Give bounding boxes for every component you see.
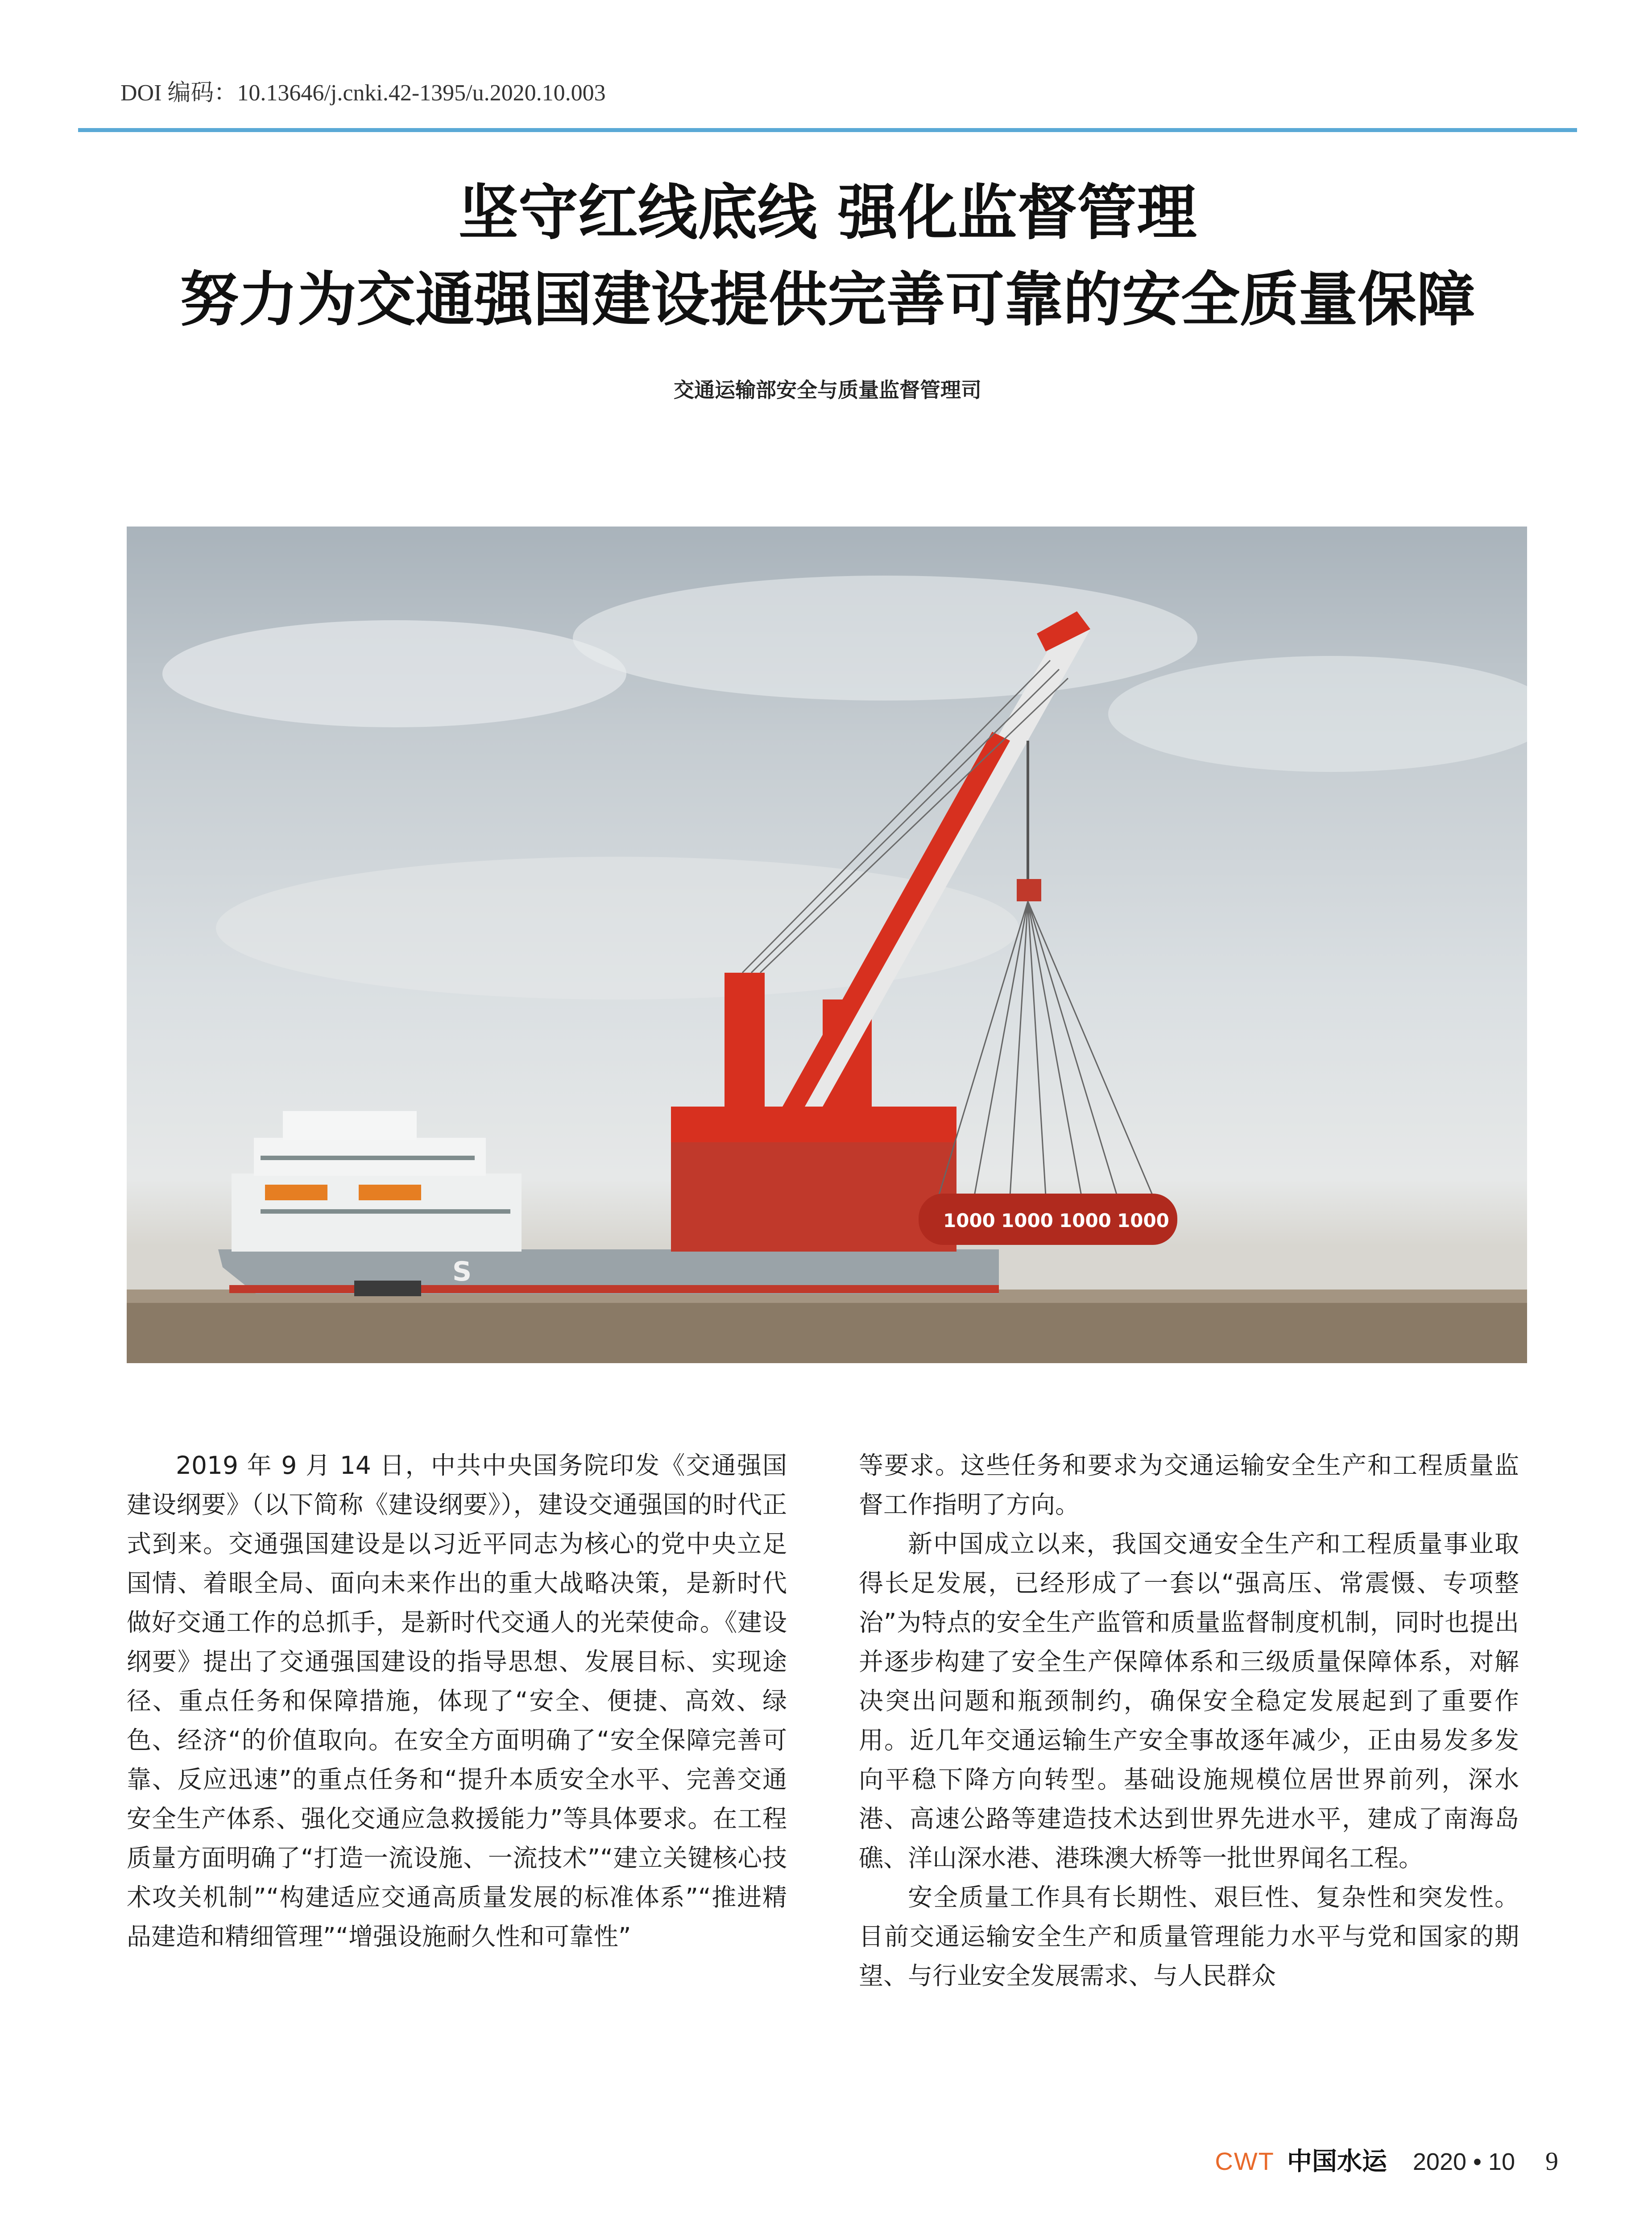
issue-number: 2020 • 10 xyxy=(1412,2148,1515,2175)
page-footer xyxy=(1215,2142,1558,2177)
paragraph: 等要求。这些任务和要求为交通运输安全生产和工程质量监督工作指明了方向。 xyxy=(859,1451,1519,1519)
body-column-right xyxy=(859,1446,1519,1995)
crane-vessel-photo xyxy=(127,527,1527,1363)
paragraph: 2019 年 9 月 14 日，中共中央国务院印发《交通强国建设纲要》（以下简称《建设纲要》），建设交通强国的时代正式到来。交通强国建设是以习近平同志为核心的党中央立足国情、着眼全局、面向未来作出的重大战略决策，是新时代做好交通工作的总抓手，是新时代交通人的光荣使命。《建设纲要》提出了交通强国建设的指导思想、发展目标、实现途径、重点任务和保障措施，体现了“安全、便捷、高效、绿色、经济“的价值取向。在安全方面明确了“安全保障完善可靠、反应迅速”的重点任务和“提升本质安全水平、完善交通安全生产体系、强化交通应急救援能力”等具体要求。在工程质量方面明确了“打造一流设施、一流技术”“建立关键核心技术攻关机制”“构建适应交通高质量发展的标准体系”“推进精品建造和精细管理”“增强设施耐久性和可靠性” xyxy=(127,1451,787,1951)
article-author: 交通运输部安全与质量监督管理司 xyxy=(674,378,981,402)
paragraph: 新中国成立以来，我国交通安全生产和工程质量事业取得长足发展，已经形成了一套以“强高压、常震慑、专项整治”为特点的安全生产监管和质量监督制度机制，同时也提出并逐步构建了安全生产保障体系和三级质量保障体系，对解决突出问题和瓶颈制约，确保安全稳定发展起到了重要作用。近几年交通运输生产安全事故逐年减少，正由易发多发向平稳下降方向转型。基础设施规模位居世界前列，深水港、高速公路等建造技术达到世界先进水平，建成了南海岛礁、洋山深水港、港珠澳大桥等一批世界闻名工程。 xyxy=(859,1530,1519,1872)
paragraph: 安全质量工作具有长期性、艰巨性、复杂性和突发性。目前交通运输安全生产和质量管理能力水平与党和国家的期望、与行业安全发展需求、与人民群众 xyxy=(859,1883,1519,1990)
page-number: 9 xyxy=(1545,2147,1558,2176)
magazine-name: 中国水运 xyxy=(1287,2147,1387,2176)
barge-label-1: 1000 xyxy=(943,1210,995,1232)
article-title-line-1: 坚守红线底线 强化监督管理 xyxy=(458,177,1197,248)
brand-logo: CWT xyxy=(1215,2147,1275,2175)
barge-label-4: 1000 xyxy=(1117,1210,1169,1232)
doi-line: DOI 编码：10.13646/j.cnki.42-1395/u.2020.10.003 xyxy=(120,80,606,106)
hull-mark: S xyxy=(452,1256,472,1287)
barge-label-3: 1000 xyxy=(1059,1210,1111,1232)
article-title-line-2: 努力为交通强国建设提供完善可靠的安全质量保障 xyxy=(180,265,1475,334)
header-rule xyxy=(78,128,1577,132)
body-column-left xyxy=(127,1446,787,1956)
barge-label-2: 1000 xyxy=(1001,1210,1053,1232)
